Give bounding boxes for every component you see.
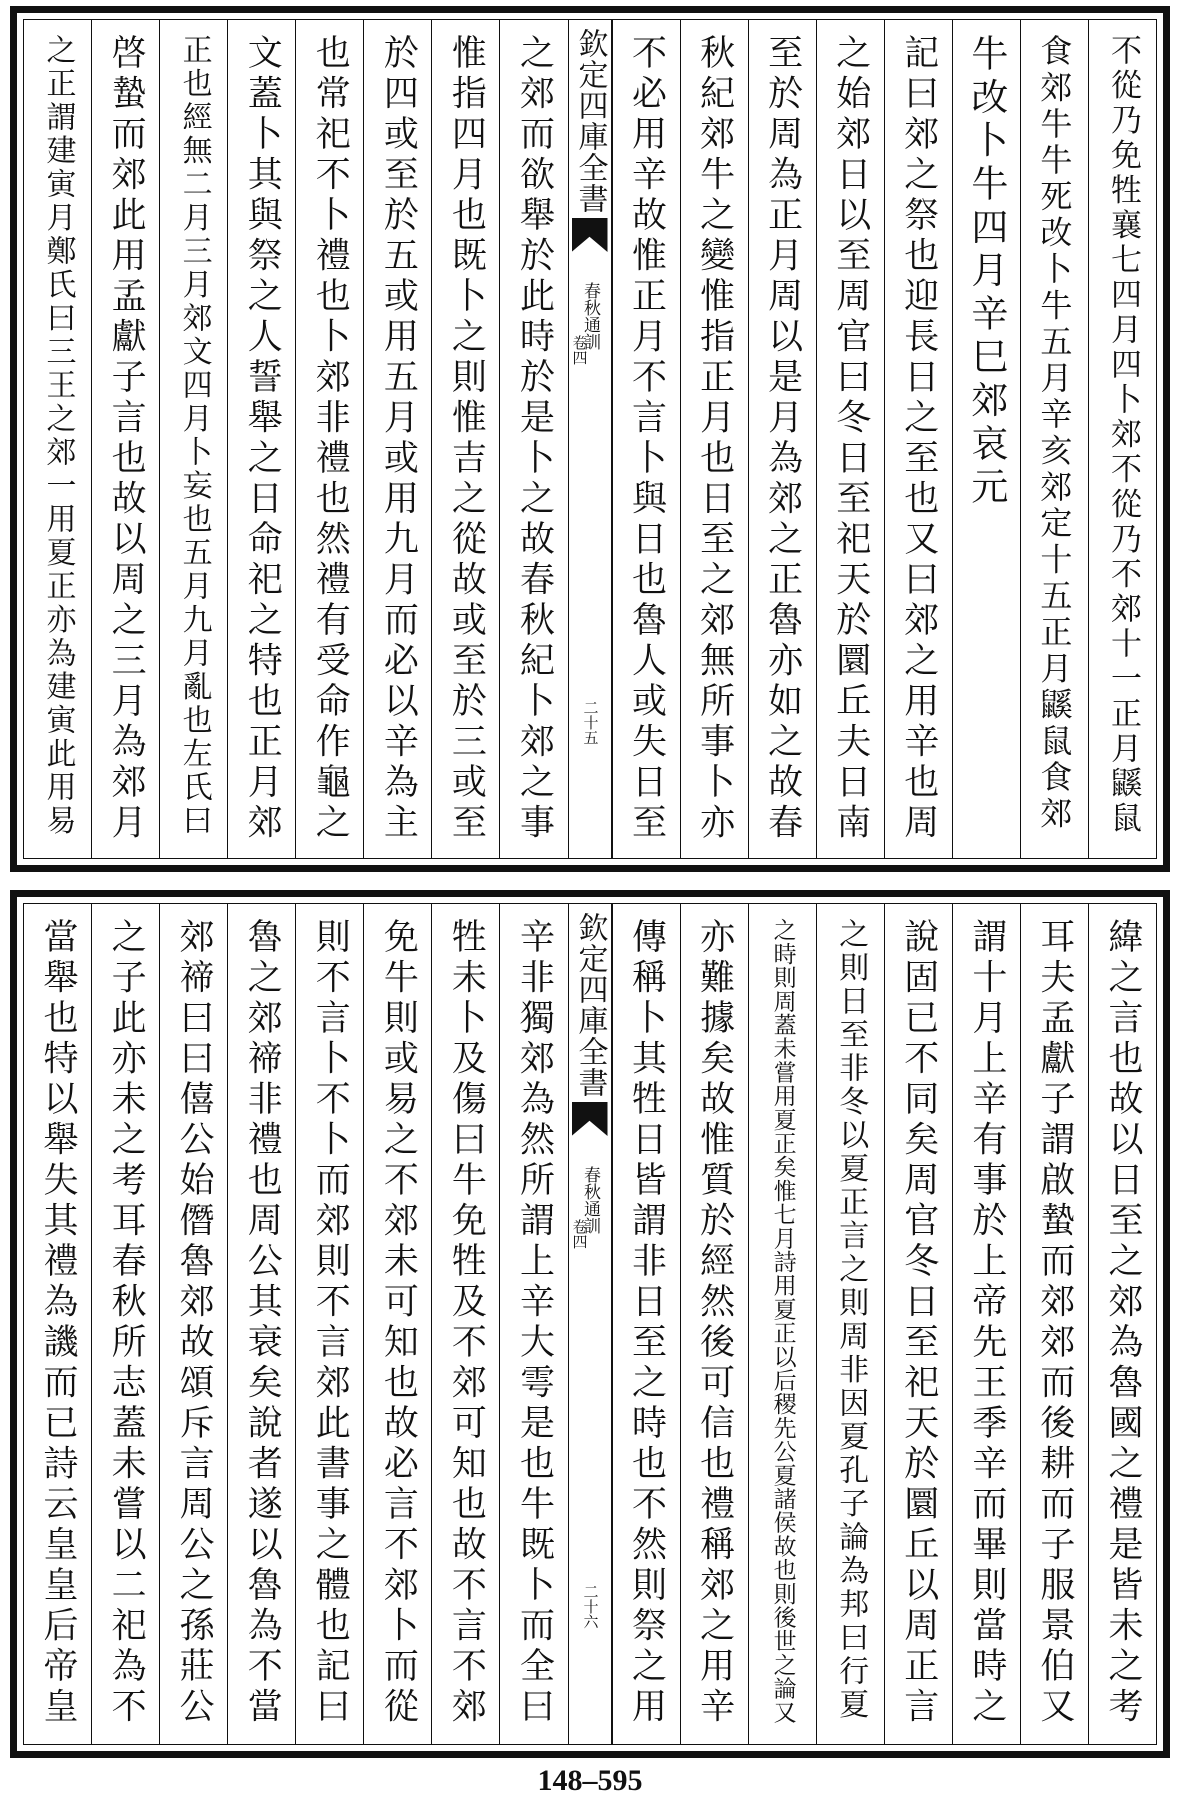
- text-column: 之始郊日以至周官曰冬日至祀天於圜丘夫日南: [816, 20, 884, 858]
- leaf-number: 二十六: [581, 1584, 600, 1629]
- text-column: 惟指四月也既卜之則惟吉之從故或至於三或至: [431, 20, 499, 858]
- lower-page: [10, 890, 1170, 1758]
- center-fold: [568, 904, 612, 1744]
- upper-page-frame: [23, 19, 1157, 859]
- text-column: 耳夫孟獻子謂啟蟄而郊郊而後耕而子服景伯又: [1020, 904, 1088, 1744]
- text-column: 記曰郊之祭也迎長日之至也又曰郊之用辛也周: [884, 20, 952, 858]
- page-number: 148–595: [537, 1764, 643, 1797]
- book-title: 春秋通訓: [580, 1166, 600, 1234]
- book-title: 春秋通訓: [580, 282, 600, 350]
- text-column: 至於周為正月周以是月為郊之正魯亦如之故春: [748, 20, 816, 858]
- text-column: 不必用辛故惟正月不言卜與日也魯人或失日至: [612, 20, 680, 858]
- text-column: 免牛則或易之不郊未可知也故必言不郊卜而從: [363, 904, 431, 1744]
- text-column: 魯之郊禘非禮也周公其衰矣說者遂以魯為不當: [227, 904, 295, 1744]
- text-column: 則不言卜不卜而郊則不言郊此書事之體也記曰: [295, 904, 363, 1744]
- text-column: 亦難據矣故惟質於經然後可信也禮稱郊之用辛: [680, 904, 748, 1744]
- text-column: 之正謂建寅月鄭氏曰三王之郊一用夏正亦為建寅此用易: [40, 34, 76, 838]
- text-column: 不從乃免牲襄七四月四卜郊不從乃不郊十一正月鼷鼠: [1088, 20, 1156, 858]
- volume-number: 卷四: [570, 1219, 589, 1249]
- library-title: 欽定四庫全書: [572, 28, 608, 214]
- lower-page-frame: [23, 903, 1157, 1745]
- text-column: 緯之言也故以日至之郊為魯國之禮是皆未之考: [1088, 904, 1156, 1744]
- text-column: 當舉也特以舉失其禮為譏而已詩云皇皇后帝皇: [38, 918, 79, 1728]
- text-column: 正也經無二月三月郊文四月卜妄也五月九月亂也左氏曰: [159, 20, 227, 858]
- text-column: 牛改卜牛四月辛巳郊哀元: [952, 20, 1020, 858]
- text-column: 文蓋卜其與祭之人誓舉之日命祀之特也正月郊: [227, 20, 295, 858]
- text-column: 也常祀不卜禮也卜郊非禮也然禮有受命作龜之: [295, 20, 363, 858]
- text-column: 說固已不同矣周官冬日至祀天於圜丘以周正言: [884, 904, 952, 1744]
- text-column: 傳稱卜其牲日皆謂非日至之時也不然則祭之用: [612, 904, 680, 1744]
- leaf-number: 二十五: [581, 700, 600, 745]
- text-column: 之則日至非冬以夏正言之則周非因夏孔子論為邦曰行夏: [816, 904, 884, 1744]
- text-column: 郊禘曰曰僖公始僭魯郊故頌斥言周公之孫莊公: [159, 904, 227, 1744]
- text-column: 啓蟄而郊此用孟獻子言也故以周之三月為郊月: [91, 20, 159, 858]
- text-column: 於四或至於五或用五月或用九月而必以辛為主: [363, 20, 431, 858]
- text-column: 之子此亦未之考耳春秋所志蓋未嘗以二祀為不: [91, 904, 159, 1744]
- text-column: 之時則周蓋未嘗用夏正矣惟七月詩用夏正以后稷先公夏諸侯故也則後世之論又: [748, 904, 816, 1744]
- library-title: 欽定四庫全書: [572, 912, 608, 1098]
- text-column: 謂十月上辛有事於上帝先王季辛而畢則當時之: [952, 904, 1020, 1744]
- text-column: 辛非獨郊為然所謂上辛大雩是也牛既卜而全曰: [499, 904, 567, 1744]
- fishtail-mark: [572, 218, 608, 252]
- upper-page: [10, 6, 1170, 872]
- text-column: 牲未卜及傷曰牛免牲及不郊可知也故不言不郊: [431, 904, 499, 1744]
- center-fold: [568, 20, 612, 858]
- volume-number: 卷四: [570, 335, 589, 365]
- text-column: 秋紀郊牛之變惟指正月也日至之郊無所事卜亦: [680, 20, 748, 858]
- text-column: 之郊而欲舉於此時於是卜之故春秋紀卜郊之事: [499, 20, 567, 858]
- fishtail-mark: [572, 1102, 608, 1136]
- text-column: 食郊牛牛死改卜牛五月辛亥郊定十五正月鼷鼠食郊: [1020, 20, 1088, 858]
